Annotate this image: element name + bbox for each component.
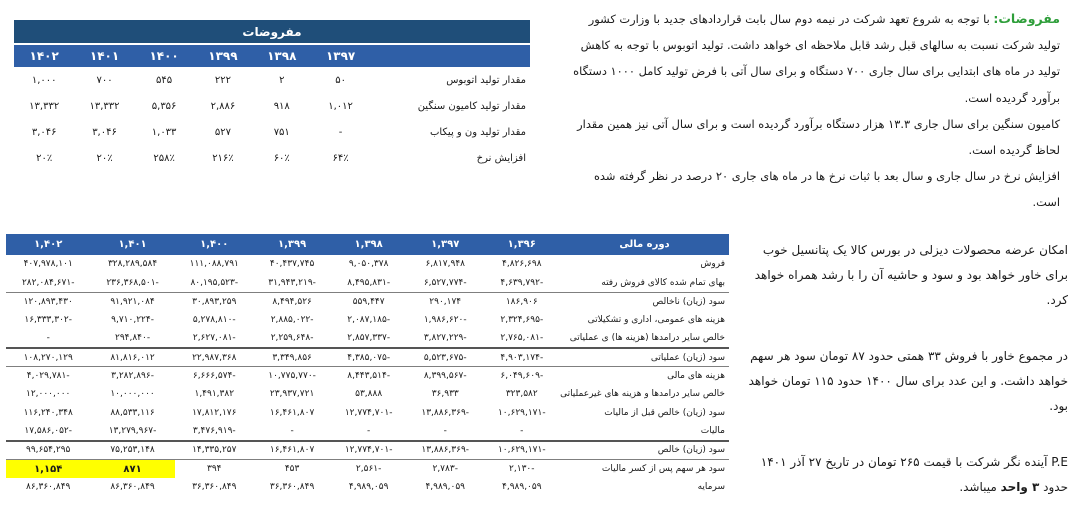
cell: ۷۵,۲۵۳,۱۴۸: [90, 441, 174, 460]
cell: -۱۶,۳۳۳,۳۰۲: [24, 315, 73, 326]
cell: ۴۵۳: [284, 464, 300, 475]
cell: ۴,۹۸۹,۰۵۹: [502, 482, 542, 493]
row-label: سود (زیان) عملیاتی: [560, 348, 729, 367]
cell: -۲,۷۸۳: [432, 464, 458, 475]
note-pe-prefix: P.E آینده نگر شرکت با قیمت ۲۶۵ تومان در تاریخ ۲۷ آذر ۱۴۰۱ حدود: [760, 455, 1068, 494]
table-row: [6, 255, 729, 274]
cell: -۲,۰۸۷,۱۸۵: [347, 315, 391, 326]
cell: ۱۷,۸۱۲,۱۷۶: [192, 408, 237, 419]
eps-highlight-cell: ۸۷۱: [90, 460, 174, 479]
cell: ۳,۰۴۶: [31, 126, 57, 138]
cell: -۶,۰۴۹,۶۰۹: [500, 371, 544, 382]
note-pe-value: ۳ واحد: [1000, 480, 1040, 494]
row-label: مقدار تولید کامیون سنگین: [417, 100, 526, 112]
cell: -۳,۸۲۷,۲۲۹: [407, 329, 484, 348]
row-label: فروش: [700, 259, 725, 270]
cell: -۲۹۴,۸۴۰: [90, 329, 174, 348]
assumptions-year: ۱۳۹۹: [194, 44, 253, 67]
table-row: [14, 93, 530, 119]
cell: ۱,۰۱۲: [328, 100, 353, 112]
assumptions-year: ۱۳۹۷: [311, 44, 370, 67]
cell: ۳,۰۴۶: [92, 126, 117, 138]
cell: ۴۰۷,۹۷۸,۱۰۱: [23, 259, 73, 270]
financial-year: ۱,۴۰۱: [90, 234, 174, 255]
cell: ۲: [279, 74, 285, 86]
cell: ۸۱,۸۱۶,۰۱۲: [90, 348, 174, 367]
row-label: هزینه های مالی: [667, 371, 725, 382]
cell: ۱۱۱,۰۸۸,۷۹۱: [189, 259, 239, 270]
table-row: [6, 404, 729, 423]
cell: ۲۲۲: [214, 74, 231, 86]
cell: -۹,۷۱۰,۲۲۴: [111, 315, 154, 326]
cell: ۱۶,۴۶۱,۸۰۷: [269, 408, 315, 419]
cell: ۱۳,۳۳۲: [29, 100, 60, 112]
cell: -۲,۳۲۴,۶۹۵: [500, 315, 544, 326]
cell: ۳۶,۳۶۰,۸۴۹: [192, 482, 237, 493]
note-pe: [748, 450, 1068, 500]
financial-year: ۱,۳۹۶: [484, 234, 561, 255]
financial-year: ۱,۳۹۸: [330, 234, 407, 255]
cell: ۲۲,۹۸۷,۳۶۸: [175, 348, 254, 367]
cell: ۹۱,۹۲۱,۰۸۴: [110, 296, 155, 307]
row-label: سود (زیان) خالص: [560, 441, 729, 460]
cell: ۳۰,۸۹۳,۲۵۹: [192, 296, 237, 307]
assumptions-para2: کامیون سنگین برای سال جاری ۱۳.۳ هزار دستگاه برآورد گردیده است و برای سال آتی نیز همین مقدار لحاظ گردیده است.: [577, 116, 1060, 158]
cell: -۴,۹۰۳,۱۷۴: [484, 348, 561, 367]
cell: -۵,۲۷۸,۸۱۰: [192, 315, 236, 326]
assumptions-year: ۱۴۰۱: [74, 44, 134, 67]
assumptions-para3: افزایش نرخ در سال جاری و سال بعد با ثبات نرخ ها در ماه های جاری ۲۰ درصد در نظر گرفته شده است.: [593, 169, 1060, 210]
cell: -۶,۶۶۶,۵۷۴: [192, 371, 236, 382]
assumptions-para1: با توجه به شروع تعهد شرکت در نیمه دوم سال بابت قراردادهای جدید با وزارت کشور تولید شرکت نسبت به سالهای قبل رشد قابل ملاحظه ای خواهد داشت. تولید اتوبوس با توجه به کاهش تولید در ماه های ابتدایی برای سال جاری ۷۰۰ دستگاه و برای سال آتی با فرض تولید کامل ۱۰۰۰ دستگاه برآورد گردیده است.: [573, 12, 1060, 105]
assumptions-year: ۱۴۰۰: [135, 44, 194, 67]
cell: -۱۲,۷۷۴,۷۰۱: [344, 408, 393, 419]
cell: -: [484, 422, 561, 441]
cell: -۸,۴۴۳,۵۱۴: [347, 371, 391, 382]
cell: -: [6, 329, 90, 348]
cell: ۲,۸۸۶: [210, 100, 236, 112]
cell: -: [407, 422, 484, 441]
row-label: مقدار تولید اتوبوس: [446, 74, 526, 86]
cell: ۵۴۵: [156, 74, 173, 86]
cell: ۹,۰۵۰,۳۷۸: [348, 259, 389, 270]
cell: ۶۴٪: [332, 152, 349, 164]
cell: -۲,۲۵۹,۶۴۸: [254, 329, 331, 348]
cell: -۳,۴۷۶,۹۱۹: [175, 422, 254, 441]
cell: ۴,۹۸۹,۰۵۹: [425, 482, 465, 493]
cell: ۱۸۶,۹۰۶: [505, 296, 538, 307]
financial-year: ۱,۳۹۹: [254, 234, 331, 255]
cell: ۴,۸۲۶,۶۹۸: [502, 259, 542, 270]
table-row: [6, 441, 729, 460]
cell: -۳۱,۹۴۳,۲۱۹: [254, 274, 331, 293]
cell: ۱۲۰,۸۹۳,۴۳۰: [23, 296, 73, 307]
table-row: [14, 145, 530, 171]
row-label: سود (زیان) خالص قبل از مالیات: [604, 408, 725, 419]
cell: -۸۰,۱۹۵,۵۲۳: [175, 274, 254, 293]
cell: -۱۰,۶۲۹,۱۷۱: [497, 408, 546, 419]
cell: ۱,۴۹۱,۳۸۲: [194, 389, 235, 400]
note-pe-suffix: میباشد.: [959, 480, 997, 494]
financial-year: ۱,۴۰۰: [175, 234, 254, 255]
cell: -: [330, 422, 407, 441]
cell: -۳,۲۸۲,۸۹۶: [111, 371, 154, 382]
cell: -۱۳,۸۸۶,۳۶۹: [407, 441, 484, 460]
cell: -۱,۹۸۶,۶۲۰: [423, 315, 467, 326]
cell: ۶,۸۱۷,۹۴۸: [425, 259, 465, 270]
cell: ۳۲۸,۲۸۹,۵۸۴: [107, 259, 158, 270]
cell: -۲,۱۳۰: [509, 464, 535, 475]
cell: -: [254, 422, 331, 441]
row-label: سرمایه: [697, 482, 725, 493]
row-label: سود (زیان) ناخالص: [652, 296, 725, 307]
cell: ۸,۴۹۴,۵۲۶: [272, 296, 312, 307]
cell: ۴,۹۸۹,۰۵۹: [348, 482, 389, 493]
period-label-header: دوره مالی: [560, 234, 729, 255]
note-eps: در مجموع خاور با فروش ۳۳ همتی حدود ۸۷ تومان سود هر سهم خواهد داشت. و این عدد برای سال ۱۴۰۰ حدود ۱۱۵ تومان خواهد بود.: [748, 349, 1068, 413]
financial-header-row: [6, 234, 729, 255]
assumptions-table: [14, 20, 530, 171]
cell: ۸۸,۵۳۳,۱۱۶: [110, 408, 155, 419]
cell: ۲۰٪: [96, 152, 113, 164]
cell: ۷۵۱: [273, 126, 290, 138]
cell: ۸۶,۳۶۰,۸۴۹: [110, 482, 155, 493]
table-row: [6, 329, 729, 348]
cell: ۱۰,۰۰۰,۰۰۰: [110, 389, 155, 400]
assumptions-heading: مفروضات:: [993, 11, 1060, 26]
cell: -۴,۳۸۵,۰۷۵: [330, 348, 407, 367]
table-row: [6, 292, 729, 311]
cell: ۱,۰۰۰: [31, 74, 57, 86]
cell: ۱۶,۴۶۱,۸۰۷: [254, 441, 331, 460]
cell: -۵,۵۲۳,۶۷۵: [407, 348, 484, 367]
table-row: [6, 478, 729, 497]
cell: ۲۰٪: [36, 152, 53, 164]
cell: ۱۰۸,۲۷۰,۱۲۹: [6, 348, 90, 367]
cell: -۲,۶۲۷,۰۸۱: [175, 329, 254, 348]
table-row: [14, 119, 530, 145]
table-row: [6, 274, 729, 293]
cell: ۵,۳۵۶: [151, 100, 177, 112]
cell: -۲۳۶,۳۶۸,۵۰۱: [90, 274, 174, 293]
cell: -۴,۶۳۹,۷۹۲: [484, 274, 561, 293]
cell: -۲,۸۸۵,۰۲۲: [270, 315, 314, 326]
cell: -۲,۷۶۵,۰۸۱: [484, 329, 561, 348]
row-label: افزایش نرخ: [476, 152, 526, 164]
row-label: مالیات: [560, 422, 729, 441]
assumptions-text: [570, 6, 1060, 216]
cell: ۵۰: [335, 74, 346, 86]
cell: ۳,۳۴۹,۸۵۶: [254, 348, 331, 367]
cell: -۸,۳۹۹,۵۶۷: [423, 371, 467, 382]
cell: ۱۴,۳۳۵,۲۵۷: [175, 441, 254, 460]
cell: -۱۰,۶۲۹,۱۷۱: [484, 441, 561, 460]
cell: ۲۹۰,۱۷۴: [429, 296, 462, 307]
cell: ۹۱۸: [273, 100, 290, 112]
cell: ۱,۰۳۳: [151, 126, 177, 138]
cell: -۱۳,۲۷۹,۹۶۷: [90, 422, 174, 441]
cell: -۶,۵۲۷,۷۷۴: [407, 274, 484, 293]
cell: -: [338, 126, 343, 138]
row-label: خالص سایر درامدها و هزینه های غیرعملیاتی: [560, 389, 725, 400]
cell: ۱۱۶,۲۴۰,۳۴۸: [23, 408, 73, 419]
table-row: [6, 348, 729, 367]
row-label: هزینه های عمومی، اداری و تشکیلاتی: [587, 315, 725, 326]
financial-year: ۱,۴۰۲: [6, 234, 90, 255]
table-row: [6, 367, 729, 386]
table-row: [6, 311, 729, 330]
cell: ۵۵۹,۴۴۷: [352, 296, 385, 307]
eps-highlight-cell: ۱,۱۵۴: [6, 460, 90, 479]
table-row: [6, 385, 729, 404]
table-row: [6, 422, 729, 441]
financial-table: [6, 234, 729, 497]
cell: ۵۲۷: [214, 126, 231, 138]
row-label: بهای تمام شده کالای فروش رفته: [560, 274, 729, 293]
cell: ۳۶,۳۶۰,۸۴۹: [269, 482, 315, 493]
assumptions-title-row: [14, 20, 530, 44]
row-label: خالص سایر درامدها (هزینه ها) ی عملیاتی: [560, 329, 729, 348]
cell: -۲,۵۶۱: [355, 464, 382, 475]
cell: ۳۶,۹۳۳: [431, 389, 459, 400]
assumptions-label-header: [370, 44, 530, 67]
cell: ۱۲,۰۰۰,۰۰۰: [25, 389, 71, 400]
cell: -۱۳,۸۸۶,۳۶۹: [421, 408, 470, 419]
cell: -۱۲,۷۷۴,۷۰۱: [330, 441, 407, 460]
cell: ۶۰٪: [273, 152, 290, 164]
financial-year: ۱,۳۹۷: [407, 234, 484, 255]
cell: ۴۰,۴۳۷,۷۴۵: [269, 259, 315, 270]
cell: -۴,۰۲۹,۷۸۱: [26, 371, 70, 382]
cell: ۱۳,۳۳۲: [89, 100, 120, 112]
cell: -۲۸۲,۰۸۴,۶۷۱: [6, 274, 90, 293]
assumptions-year-header: [14, 44, 530, 67]
cell: ۲۳,۹۳۷,۷۲۱: [269, 389, 315, 400]
assumptions-year: ۱۴۰۲: [14, 44, 74, 67]
note-diesel: امکان عرضه محصولات دیزلی در بورس کالا یک پتانسیل خوب برای خاور خواهد بود و سود و حاشیه آن را با رشد همراه خواهد کرد.: [754, 243, 1068, 307]
cell: -۱۰,۷۷۵,۷۷۰: [268, 371, 316, 382]
cell: ۲۵۸٪: [153, 152, 175, 164]
cell: -۲,۸۵۷,۳۳۷: [330, 329, 407, 348]
assumptions-year: ۱۳۹۸: [252, 44, 311, 67]
assumptions-table-title: مفروضات: [14, 20, 530, 44]
cell: -۱۷,۵۸۶,۰۵۲: [6, 422, 90, 441]
table-row: [6, 460, 729, 479]
row-label: سود هر سهم پس از کسر مالیات: [601, 464, 725, 475]
cell: ۸۶,۳۶۰,۸۴۹: [25, 482, 71, 493]
cell: ۹۹,۶۵۴,۲۹۵: [6, 441, 90, 460]
cell: ۵۳,۸۸۸: [355, 389, 383, 400]
cell: ۷۰۰: [96, 74, 113, 86]
cell: ۳۲۳,۵۸۲: [505, 389, 538, 400]
cell: ۲۱۶٪: [212, 152, 234, 164]
row-label: مقدار تولید ون و پیکاب: [429, 126, 526, 138]
table-row: [14, 67, 530, 93]
cell: ۳۹۴: [207, 464, 222, 475]
cell: -۸,۴۹۵,۸۳۱: [330, 274, 407, 293]
